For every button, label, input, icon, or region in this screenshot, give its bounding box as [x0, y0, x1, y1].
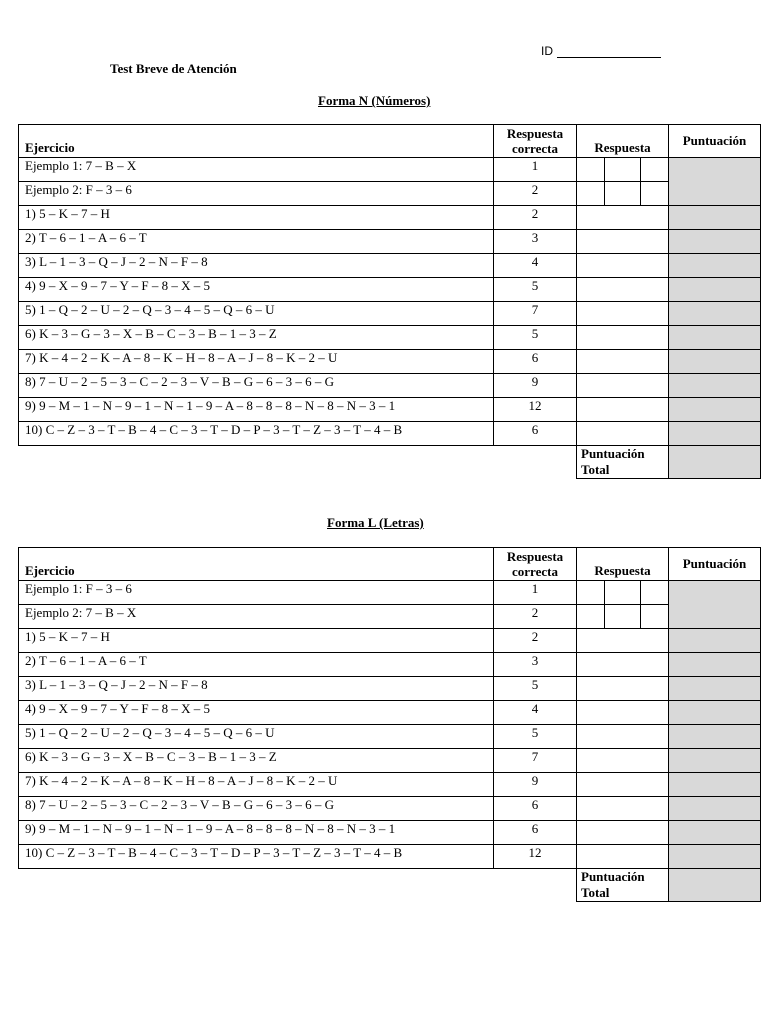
exercise-text: 8) 7 – U – 2 – 5 – 3 – C – 2 – 3 – V – B – G – 6 – 3 – 6 – G: [19, 797, 494, 821]
total-row: [19, 446, 761, 479]
response-cell[interactable]: [577, 629, 669, 653]
response-box[interactable]: [640, 581, 668, 604]
header-ejercicio: Ejercicio: [19, 548, 494, 581]
score-cell[interactable]: [669, 677, 761, 701]
total-label-line2: Total: [581, 462, 610, 477]
score-cell[interactable]: [669, 278, 761, 302]
correct-answer: 6: [494, 422, 577, 446]
score-cell[interactable]: [669, 701, 761, 725]
exercise-text: 9) 9 – M – 1 – N – 9 – 1 – N – 1 – 9 – A – 8 – 8 – 8 – N – 8 – N – 3 – 1: [19, 821, 494, 845]
exercise-row: [19, 701, 761, 725]
total-label: [577, 446, 669, 479]
score-cell[interactable]: [669, 725, 761, 749]
exercise-text: 3) L – 1 – 3 – Q – J – 2 – N – F – 8: [19, 254, 494, 278]
response-box[interactable]: [640, 158, 668, 181]
response-cell[interactable]: [577, 422, 669, 446]
total-label-line1: Puntuación: [581, 869, 645, 884]
exercise-row: [19, 398, 761, 422]
score-cell[interactable]: [669, 845, 761, 869]
response-cell[interactable]: [577, 797, 669, 821]
correct-answer: 9: [494, 374, 577, 398]
correct-answer: 6: [494, 821, 577, 845]
score-cell[interactable]: [669, 773, 761, 797]
forma-l-table: [18, 547, 761, 902]
header-respuesta-correcta-line2: correcta: [512, 564, 558, 579]
correct-answer: 5: [494, 278, 577, 302]
score-cell[interactable]: [669, 821, 761, 845]
score-cell[interactable]: [669, 749, 761, 773]
response-boxes: [577, 182, 669, 206]
correct-answer: 1: [494, 158, 577, 182]
exercise-text: Ejemplo 1: F – 3 – 6: [19, 581, 494, 605]
exercise-text: 9) 9 – M – 1 – N – 9 – 1 – N – 1 – 9 – A – 8 – 8 – 8 – N – 8 – N – 3 – 1: [19, 398, 494, 422]
score-cell[interactable]: [669, 374, 761, 398]
exercise-row: [19, 422, 761, 446]
exercise-text: Ejemplo 2: F – 3 – 6: [19, 182, 494, 206]
exercise-text: Ejemplo 2: 7 – B – X: [19, 605, 494, 629]
response-cell[interactable]: [577, 677, 669, 701]
total-label: [577, 869, 669, 902]
exercise-text: 5) 1 – Q – 2 – U – 2 – Q – 3 – 4 – 5 – Q – 6 – U: [19, 302, 494, 326]
exercise-text: Ejemplo 1: 7 – B – X: [19, 158, 494, 182]
correct-answer: 2: [494, 605, 577, 629]
correct-answer: 12: [494, 398, 577, 422]
total-label-line2: Total: [581, 885, 610, 900]
exercise-row: [19, 326, 761, 350]
exercise-row: [19, 821, 761, 845]
score-cell[interactable]: [669, 398, 761, 422]
example-row: [19, 158, 761, 182]
response-box[interactable]: [604, 158, 640, 181]
score-cell[interactable]: [669, 230, 761, 254]
exercise-row: [19, 653, 761, 677]
response-boxes: [577, 605, 669, 629]
response-cell[interactable]: [577, 254, 669, 278]
total-score-cell[interactable]: [669, 869, 761, 902]
response-cell[interactable]: [577, 845, 669, 869]
exercise-text: 6) K – 3 – G – 3 – X – B – C – 3 – B – 1 – 3 – Z: [19, 326, 494, 350]
blank-cell: [19, 869, 494, 902]
exercise-row: [19, 773, 761, 797]
response-box[interactable]: [604, 182, 640, 205]
correct-answer: 3: [494, 653, 577, 677]
exercise-row: [19, 206, 761, 230]
header-respuesta: Respuesta: [577, 548, 669, 581]
score-cell[interactable]: [669, 326, 761, 350]
score-cell[interactable]: [669, 422, 761, 446]
forma-n-table: [18, 124, 761, 479]
exercise-text: 3) L – 1 – 3 – Q – J – 2 – N – F – 8: [19, 677, 494, 701]
response-cell[interactable]: [577, 326, 669, 350]
document-title: Test Breve de Atención: [110, 61, 237, 76]
correct-answer: 2: [494, 206, 577, 230]
example-row: [19, 581, 761, 605]
exercise-row: [19, 230, 761, 254]
exercise-text: 2) T – 6 – 1 – A – 6 – T: [19, 230, 494, 254]
response-box[interactable]: [577, 605, 604, 628]
exercise-row: [19, 677, 761, 701]
response-cell[interactable]: [577, 278, 669, 302]
exercise-text: 8) 7 – U – 2 – 5 – 3 – C – 2 – 3 – V – B – G – 6 – 3 – 6 – G: [19, 374, 494, 398]
correct-answer: 7: [494, 749, 577, 773]
exercise-row: [19, 350, 761, 374]
response-cell[interactable]: [577, 749, 669, 773]
response-box[interactable]: [577, 581, 604, 604]
exercise-text: 4) 9 – X – 9 – 7 – Y – F – 8 – X – 5: [19, 278, 494, 302]
exercise-row: [19, 797, 761, 821]
exercise-row: [19, 278, 761, 302]
exercise-text: 10) C – Z – 3 – T – B – 4 – C – 3 – T – D – P – 3 – T – Z – 3 – T – 4 – B: [19, 422, 494, 446]
response-cell[interactable]: [577, 350, 669, 374]
id-label: ID: [541, 44, 553, 58]
response-box[interactable]: [577, 158, 604, 181]
header-respuesta-correcta: [494, 125, 577, 158]
example-score-cell[interactable]: [669, 581, 761, 629]
response-box[interactable]: [640, 605, 668, 628]
header-puntuacion: Puntuación: [669, 125, 761, 158]
response-cell[interactable]: [577, 653, 669, 677]
correct-answer: 6: [494, 797, 577, 821]
correct-answer: 2: [494, 629, 577, 653]
exercise-row: [19, 629, 761, 653]
example-score-cell[interactable]: [669, 158, 761, 206]
exercise-text: 7) K – 4 – 2 – K – A – 8 – K – H – 8 – A – J – 8 – K – 2 – U: [19, 773, 494, 797]
exercise-text: 7) K – 4 – 2 – K – A – 8 – K – H – 8 – A – J – 8 – K – 2 – U: [19, 350, 494, 374]
blank-cell: [19, 446, 494, 479]
blank-cell: [494, 869, 577, 902]
header-row: [19, 125, 761, 158]
response-cell[interactable]: [577, 230, 669, 254]
header-row: [19, 548, 761, 581]
forma-l-title: Forma L (Letras): [327, 515, 424, 530]
exercise-text: 6) K – 3 – G – 3 – X – B – C – 3 – B – 1 – 3 – Z: [19, 749, 494, 773]
correct-answer: 4: [494, 254, 577, 278]
header-respuesta-correcta-line1: Respuesta: [506, 549, 564, 564]
score-cell[interactable]: [669, 254, 761, 278]
correct-answer: 5: [494, 677, 577, 701]
correct-answer: 2: [494, 182, 577, 206]
id-field-line[interactable]: [557, 57, 661, 58]
response-boxes: [577, 581, 669, 605]
response-cell[interactable]: [577, 701, 669, 725]
total-label-line1: Puntuación: [581, 446, 645, 461]
response-cell[interactable]: [577, 374, 669, 398]
correct-answer: 3: [494, 230, 577, 254]
header-puntuacion: Puntuación: [669, 548, 761, 581]
response-cell[interactable]: [577, 398, 669, 422]
header-respuesta-correcta-line1: Respuesta: [506, 126, 564, 141]
correct-answer: 1: [494, 581, 577, 605]
response-box[interactable]: [640, 182, 668, 205]
exercise-row: [19, 374, 761, 398]
response-cell[interactable]: [577, 773, 669, 797]
total-row: [19, 869, 761, 902]
exercise-text: 5) 1 – Q – 2 – U – 2 – Q – 3 – 4 – 5 – Q – 6 – U: [19, 725, 494, 749]
blank-cell: [494, 446, 577, 479]
correct-answer: 12: [494, 845, 577, 869]
header-respuesta: Respuesta: [577, 125, 669, 158]
response-box[interactable]: [604, 605, 640, 628]
correct-answer: 5: [494, 326, 577, 350]
score-cell[interactable]: [669, 302, 761, 326]
score-cell[interactable]: [669, 206, 761, 230]
header-ejercicio: Ejercicio: [19, 125, 494, 158]
forma-n-title: Forma N (Números): [318, 93, 431, 108]
exercise-row: [19, 725, 761, 749]
correct-answer: 5: [494, 725, 577, 749]
example-row: [19, 182, 761, 206]
response-cell[interactable]: [577, 302, 669, 326]
correct-answer: 6: [494, 350, 577, 374]
response-box[interactable]: [604, 581, 640, 604]
response-cell[interactable]: [577, 725, 669, 749]
exercise-row: [19, 749, 761, 773]
exercise-text: 1) 5 – K – 7 – H: [19, 629, 494, 653]
score-cell[interactable]: [669, 653, 761, 677]
exercise-text: 2) T – 6 – 1 – A – 6 – T: [19, 653, 494, 677]
header-respuesta-correcta: [494, 548, 577, 581]
score-cell[interactable]: [669, 629, 761, 653]
exercise-text: 4) 9 – X – 9 – 7 – Y – F – 8 – X – 5: [19, 701, 494, 725]
exercise-text: 10) C – Z – 3 – T – B – 4 – C – 3 – T – D – P – 3 – T – Z – 3 – T – 4 – B: [19, 845, 494, 869]
exercise-row: [19, 845, 761, 869]
exercise-row: [19, 254, 761, 278]
response-cell[interactable]: [577, 821, 669, 845]
response-box[interactable]: [577, 182, 604, 205]
correct-answer: 4: [494, 701, 577, 725]
score-cell[interactable]: [669, 350, 761, 374]
exercise-row: [19, 302, 761, 326]
response-boxes: [577, 158, 669, 182]
example-row: [19, 605, 761, 629]
exercise-text: 1) 5 – K – 7 – H: [19, 206, 494, 230]
score-cell[interactable]: [669, 797, 761, 821]
correct-answer: 7: [494, 302, 577, 326]
response-cell[interactable]: [577, 206, 669, 230]
header-respuesta-correcta-line2: correcta: [512, 141, 558, 156]
total-score-cell[interactable]: [669, 446, 761, 479]
correct-answer: 9: [494, 773, 577, 797]
